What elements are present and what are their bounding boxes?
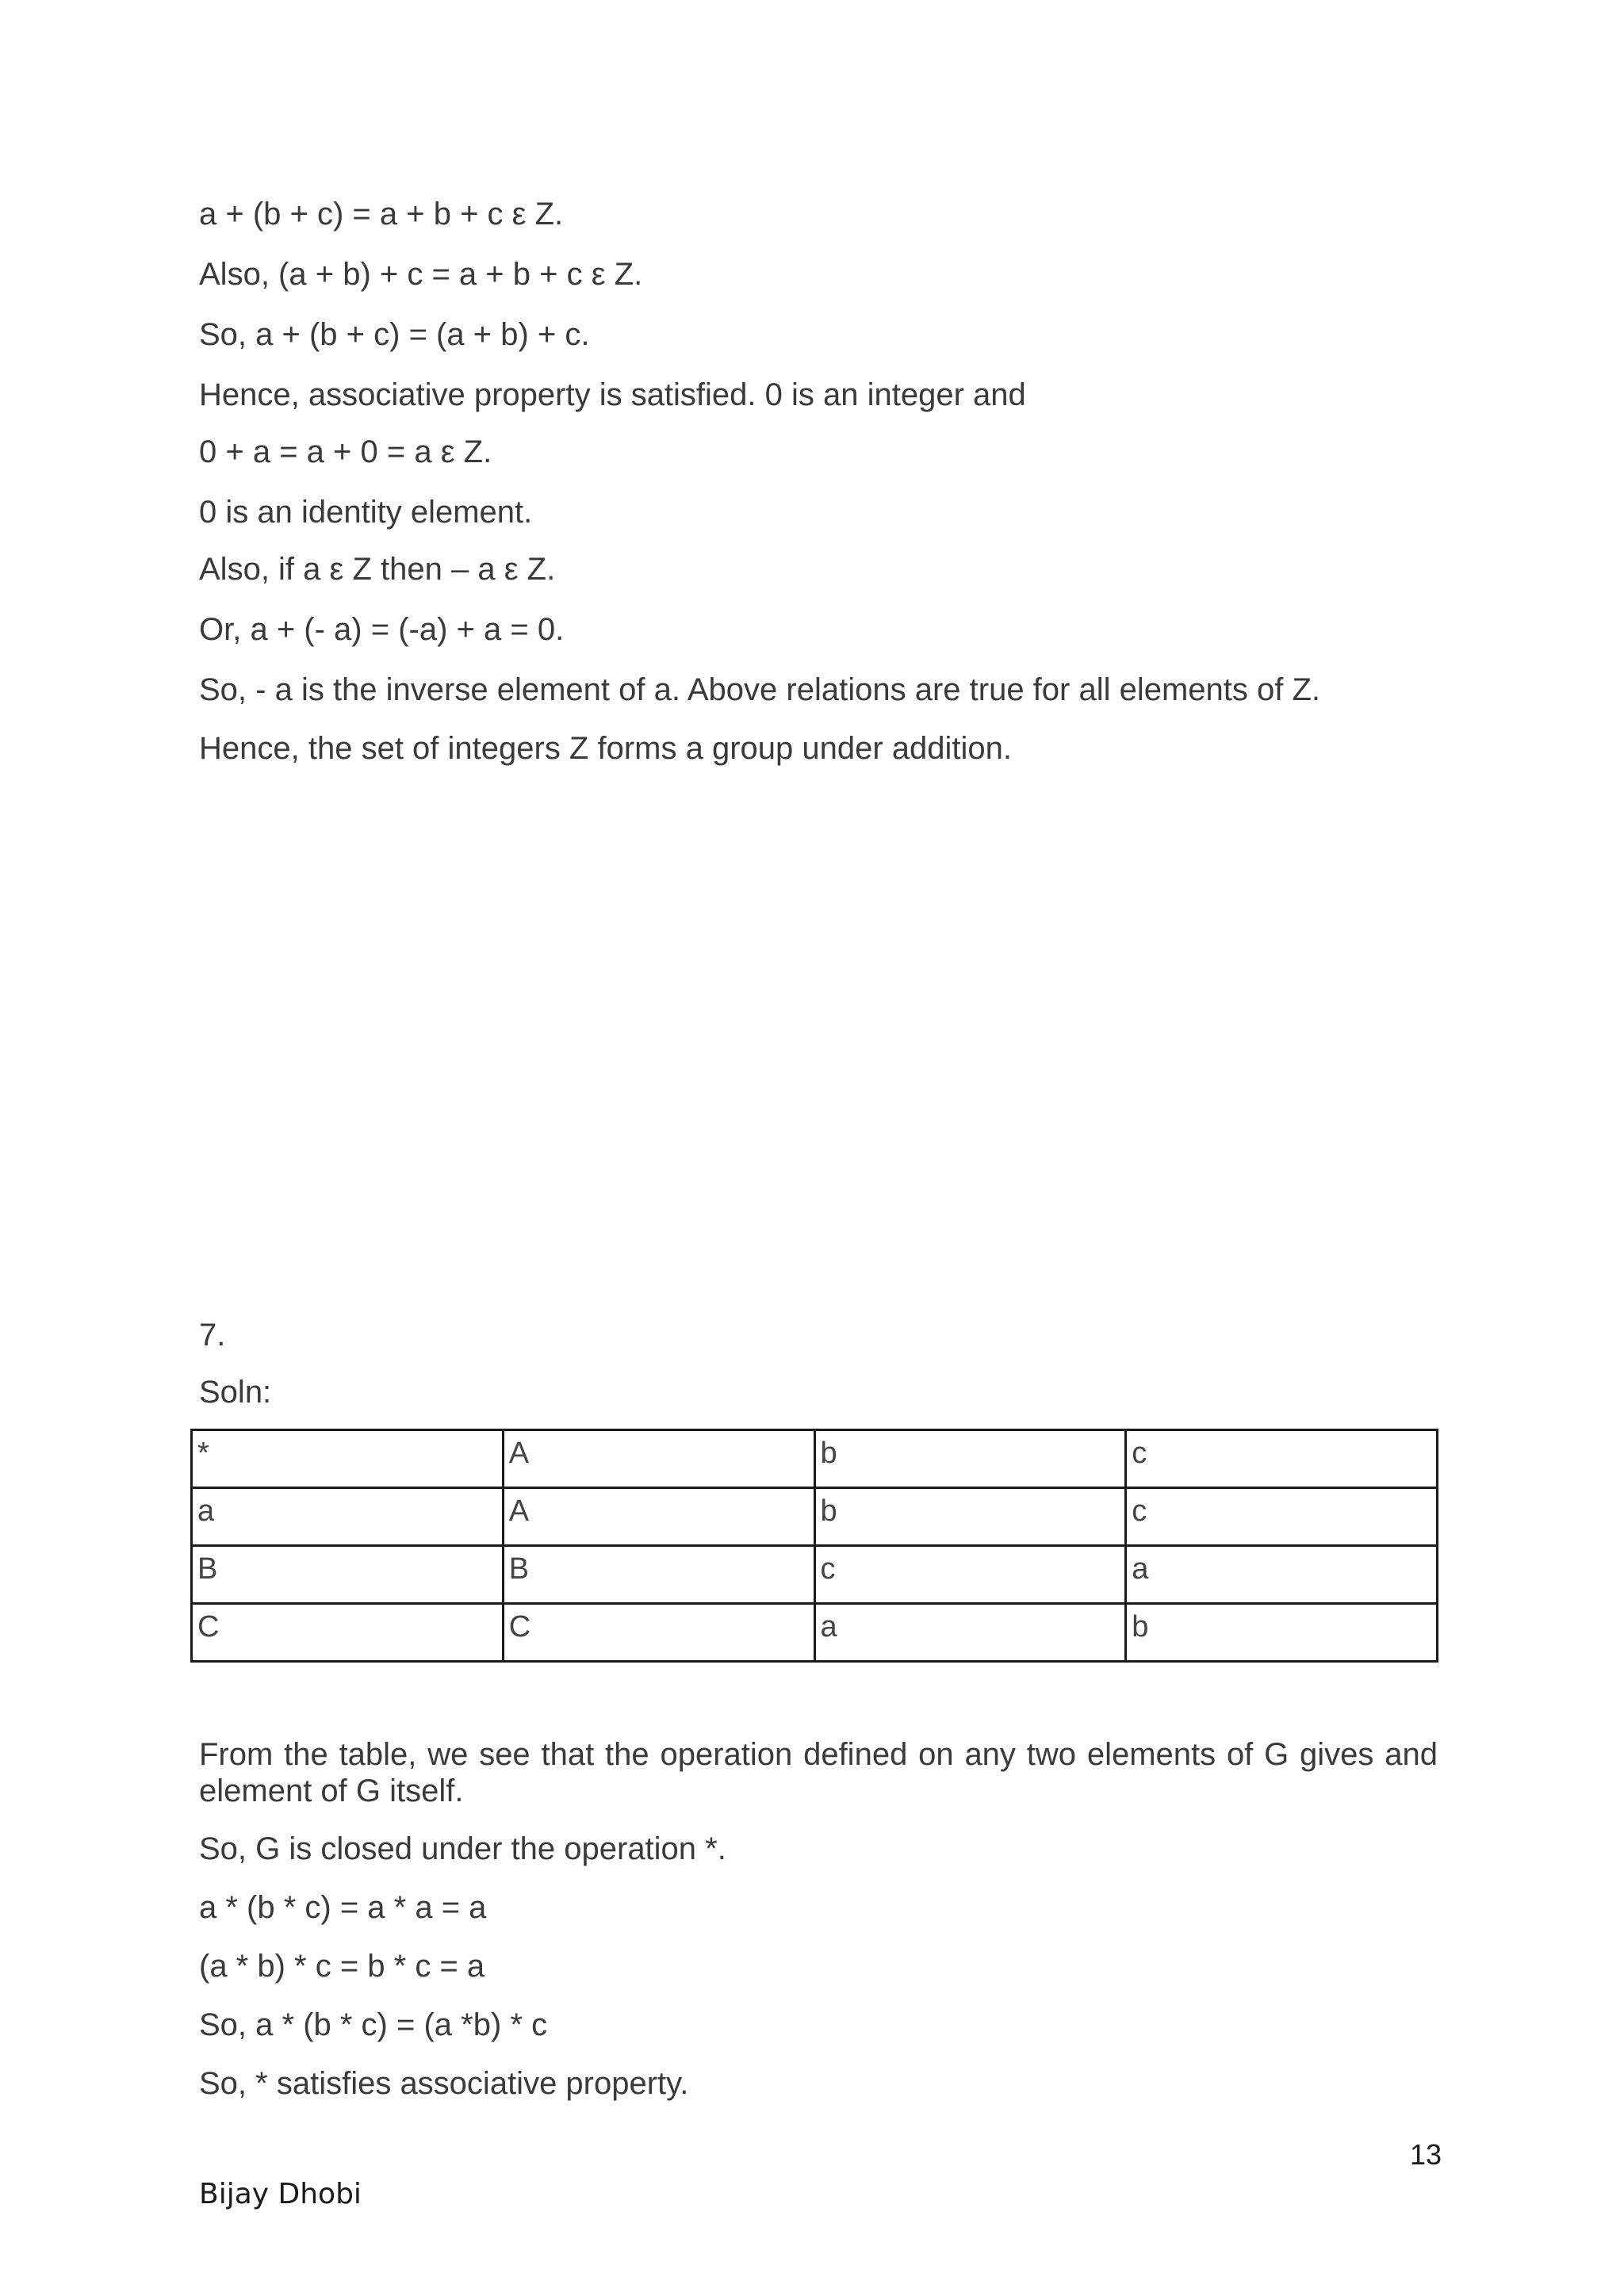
table-cell: c (1126, 1488, 1438, 1546)
table-cell: b (814, 1488, 1126, 1546)
proof-line-9: So, - a is the inverse element of a. Above relations are true for all elements of Z. (199, 672, 1321, 707)
table-cell: * (192, 1430, 504, 1488)
proof-line-8: Or, a + (- a) = (-a) + a = 0. (199, 612, 565, 647)
table-cell: a (814, 1604, 1126, 1662)
closure-paragraph: From the table, we see that the operation defined on any two elements of G gives and element of G itself. (199, 1737, 1438, 1808)
table-row (192, 1488, 1438, 1546)
proof-line-6: 0 is an identity element. (199, 495, 533, 530)
question-number: 7. (199, 1318, 226, 1353)
author-name: Bijay Dhobi (199, 2178, 362, 2210)
table-row (192, 1430, 1438, 1488)
table-cell: c (1126, 1430, 1438, 1488)
operation-table (190, 1429, 1438, 1663)
table-cell: b (814, 1430, 1126, 1488)
table-cell: C (192, 1604, 504, 1662)
assoc-step-1: a * (b * c) = a * a = a (199, 1890, 487, 1925)
table-cell: b (1126, 1604, 1438, 1662)
table-cell: a (1126, 1546, 1438, 1604)
table-row (192, 1546, 1438, 1604)
proof-line-5: 0 + a = a + 0 = a ε Z. (199, 434, 492, 469)
closure-conclusion: So, G is closed under the operation *. (199, 1831, 726, 1866)
table-cell: A (503, 1430, 814, 1488)
page-number: 13 (1410, 2138, 1442, 2171)
proof-line-3: So, a + (b + c) = (a + b) + c. (199, 317, 590, 352)
table-cell: C (503, 1604, 814, 1662)
proof-line-7: Also, if a ε Z then – a ε Z. (199, 552, 556, 587)
proof-line-10: Hence, the set of integers Z forms a group under addition. (199, 731, 1013, 766)
assoc-step-2: (a * b) * c = b * c = a (199, 1949, 485, 1984)
proof-line-2: Also, (a + b) + c = a + b + c ε Z. (199, 257, 643, 292)
assoc-equality: So, a * (b * c) = (a *b) * c (199, 2007, 548, 2042)
solution-label: Soln: (199, 1375, 272, 1410)
table-cell: A (503, 1488, 814, 1546)
table-cell: a (192, 1488, 504, 1546)
proof-line-4: Hence, associative property is satisfied. 0 is an integer and (199, 377, 1026, 412)
table-row (192, 1604, 1438, 1662)
table-cell: c (814, 1546, 1126, 1604)
table-cell: B (503, 1546, 814, 1604)
proof-line-1: a + (b + c) = a + b + c ε Z. (199, 197, 564, 232)
table-cell: B (192, 1546, 504, 1604)
assoc-conclusion: So, * satisfies associative property. (199, 2066, 689, 2101)
